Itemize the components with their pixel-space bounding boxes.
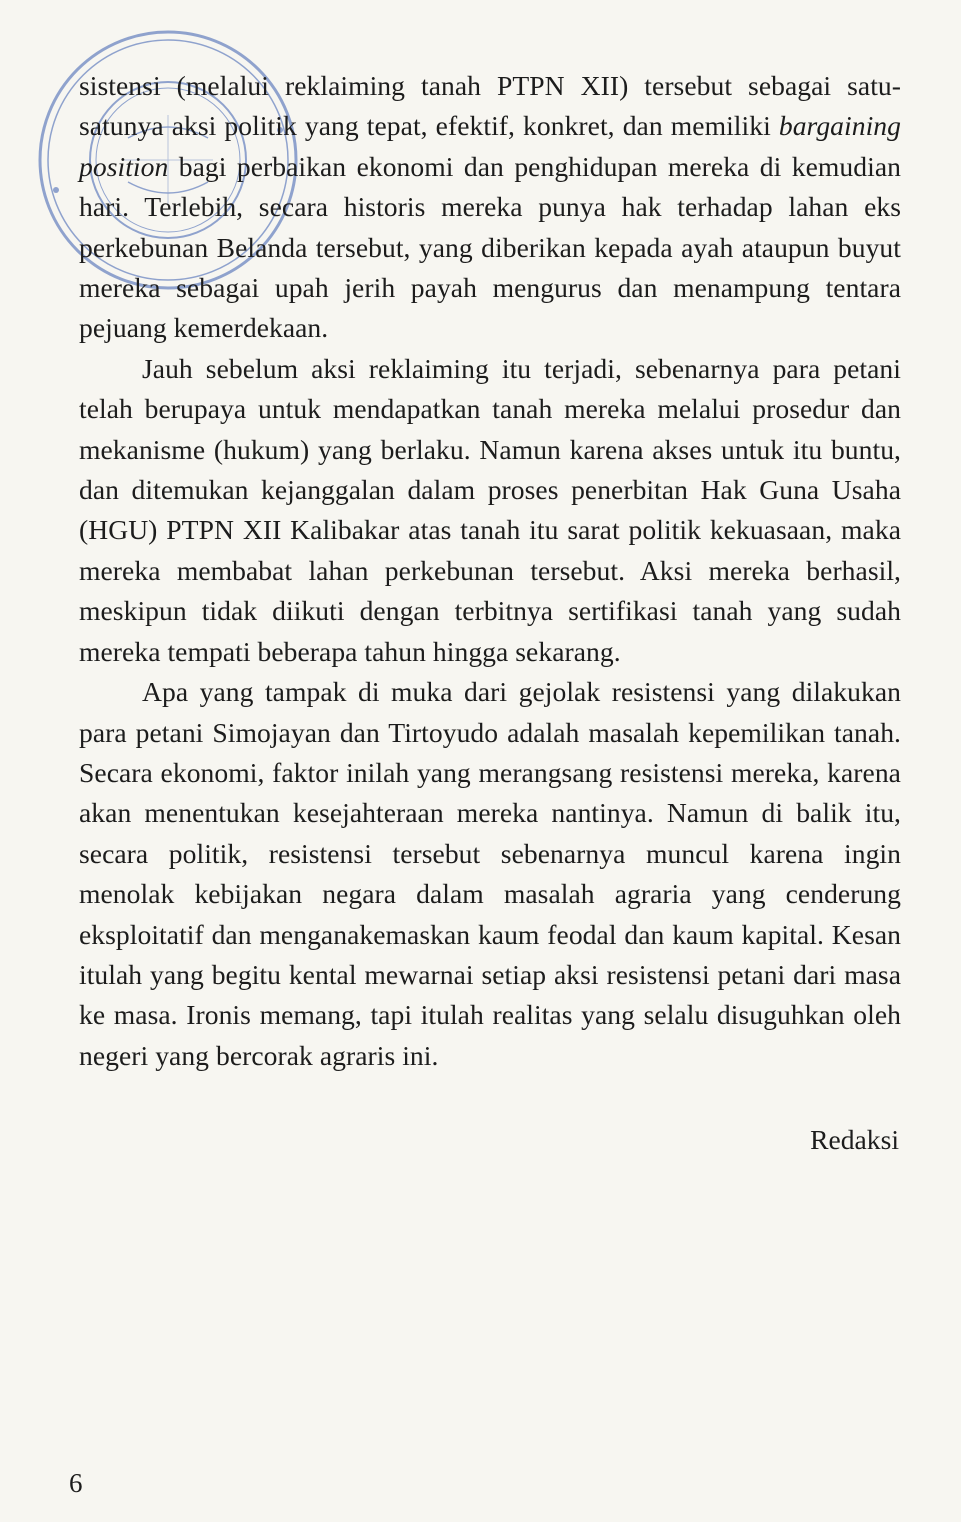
paragraph-2 (79, 349, 901, 672)
paragraph-1-italic-term: bargaining position (79, 110, 901, 182)
paragraph-3 (79, 672, 901, 1076)
paragraph-1-part-3: bagi perbaikan ekonomi dan penghidupan mereka di kemudian hari. Terlebih, secara historis mereka punya hak terhadap lahan eks perkebunan Belanda tersebut, yang diberikan kepada ayah ataupun buyut mereka sebagai upah jerih payah mengurus dan menampung tentara pejuang kemerdekaan. (79, 150, 901, 344)
signature-redaksi: Redaksi (810, 1124, 899, 1155)
body-text (79, 66, 901, 1076)
paragraph-2-text: Jauh sebelum aksi reklaiming itu terjadi, sebenarnya para petani telah berupaya untuk mendapatkan tanah mereka melalui prosedur dan mekanisme (hukum) yang berlaku. Namun karena akses untuk itu buntu, dan ditemukan kejanggalan dalam proses penerbitan Hak Guna Usaha (HGU) PTPN XII Kalibakar atas tanah itu sarat politik kekuasaan, maka mereka membabat lahan perkebunan tersebut. Aksi mereka berhasil, meskipun tidak diikuti dengan terbitnya sertifikasi tanah yang sudah mereka tempati beberapa tahun hingga sekarang. (79, 352, 901, 667)
paragraph-1-part-1: sistensi (melalui reklaiming tanah PTPN XII) tersebut sebagai satu-satunya aksi politik yang tepat, efektif, konkret, dan memiliki (79, 70, 901, 142)
paragraph-3-text: Apa yang tampak di muka dari gejolak resistensi yang dilakukan para petani Simojayan dan Tirtoyudo adalah masalah kepemilikan tanah. Secara ekonomi, faktor inilah yang merangsang resistensi mereka, karena akan menentukan kesejahteraan mereka nantinya. Namun di balik itu, secara politik, resistensi tersebut sebenarnya muncul karena ingin menolak kebijakan negara dalam masalah agraria yang cenderung eksploitatif dan menganakemaskan kaum feodal dan kaum kapital. Kesan itulah yang begitu kental mewarnai setiap aksi resistensi petani dari masa ke masa. Ironis memang, tapi itulah realitas yang selalu disuguhkan oleh negeri yang bercorak agraris ini. (79, 676, 901, 1071)
page-number: 6 (69, 1468, 83, 1498)
paragraph-1 (79, 66, 901, 349)
